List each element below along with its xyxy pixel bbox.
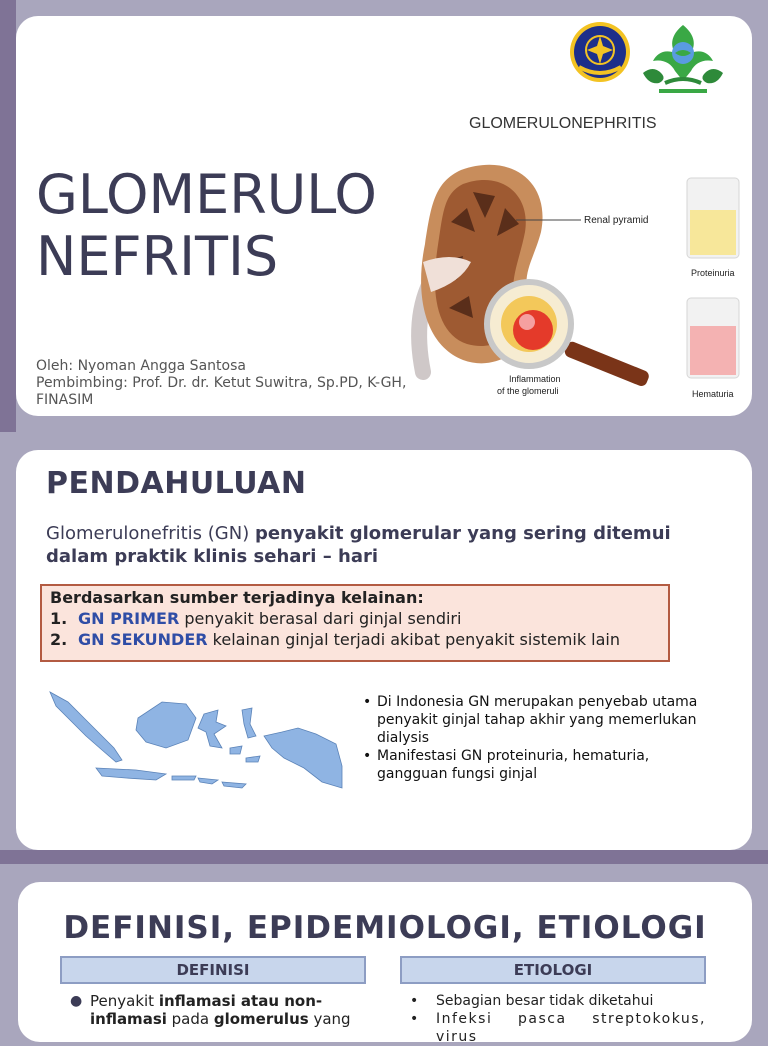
item-text: penyakit berasal dari ginjal sendiri bbox=[184, 609, 462, 628]
list-item: • Infeksi pasca streptokokus, virus bbox=[400, 1010, 706, 1046]
author-block bbox=[36, 358, 406, 409]
definisi-list bbox=[60, 992, 366, 1028]
item-text: kelainan ginjal terjadi akibat penyakit sistemik lain bbox=[212, 630, 621, 649]
item-label: GN SEKUNDER bbox=[78, 630, 208, 649]
item-number: 1. bbox=[50, 609, 68, 628]
slide-divider-bar bbox=[0, 850, 768, 864]
etiologi-list bbox=[400, 992, 706, 1046]
hospital-logo-icon bbox=[637, 19, 729, 97]
list-item bbox=[50, 608, 660, 629]
section-title: DEFINISI, EPIDEMIOLOGI, ETIOLOGI bbox=[63, 910, 707, 946]
column-header: ETIOLOGI bbox=[400, 956, 706, 984]
intro-plain: Glomerulonefritis (GN) bbox=[46, 523, 255, 544]
left-accent-bar bbox=[0, 0, 16, 432]
indonesia-map-icon bbox=[46, 688, 346, 808]
illustration-heading: GLOMERULONEPHRITIS bbox=[469, 115, 657, 132]
label-proteinuria: Proteinuria bbox=[691, 268, 735, 278]
text-run: yang bbox=[308, 1010, 351, 1028]
text-run: pada bbox=[166, 1010, 214, 1028]
title-line-1: GLOMERULO bbox=[36, 163, 377, 226]
slide-title bbox=[36, 164, 377, 288]
definisi-column bbox=[60, 956, 366, 1028]
label-inflammation-1: Inflammation bbox=[509, 374, 561, 384]
list-item: • Manifestasi GN proteinuria, hematuria, gangguan fungsi ginjal bbox=[361, 747, 706, 783]
definisi-slide bbox=[18, 882, 752, 1045]
list-item bbox=[60, 992, 366, 1028]
list-item bbox=[50, 629, 660, 650]
udayana-logo-icon bbox=[569, 21, 631, 83]
title-line-2: NEFRITIS bbox=[36, 225, 279, 288]
column-header: DEFINISI bbox=[60, 956, 366, 984]
intro-text bbox=[46, 522, 686, 568]
item-label: GN PRIMER bbox=[78, 609, 180, 628]
glomerulonephritis-illustration bbox=[401, 112, 746, 412]
intro-bold: penyakit glomerular yang sering ditemui dalam praktik klinis sehari – hari bbox=[46, 523, 671, 567]
section-title: PENDAHULUAN bbox=[46, 466, 307, 501]
item-number: 2. bbox=[50, 630, 68, 649]
advisor-text-cont: FINASIM bbox=[36, 392, 94, 408]
advisor-text: Pembimbing: Prof. Dr. dr. Ketut Suwitra, Sp.PD, K-GH, bbox=[36, 375, 407, 391]
fact-bullets bbox=[361, 693, 706, 783]
list-item: • Di Indonesia GN merupakan penyebab utama penyakit ginjal tahap akhir yang memerlukan dialysis bbox=[361, 693, 706, 747]
text-run-bold: glomerulus bbox=[213, 1010, 309, 1028]
label-inflammation-2: of the glomeruli bbox=[497, 386, 559, 396]
label-renal-pyramid: Renal pyramid bbox=[584, 215, 649, 226]
list-item: • Sebagian besar tidak diketahui bbox=[400, 992, 706, 1010]
text-run: Penyakit bbox=[90, 992, 159, 1010]
pendahuluan-slide bbox=[16, 450, 752, 850]
etiologi-column bbox=[400, 956, 706, 1046]
author-text: Oleh: Nyoman Angga Santosa bbox=[36, 358, 246, 374]
text-run-bold: inflamasi atau non-inflamasi bbox=[90, 992, 323, 1028]
classification-box bbox=[40, 584, 670, 662]
title-slide bbox=[16, 16, 752, 416]
box-heading: Berdasarkan sumber terjadinya kelainan: bbox=[50, 588, 424, 607]
label-hematuria: Hematuria bbox=[692, 389, 734, 399]
